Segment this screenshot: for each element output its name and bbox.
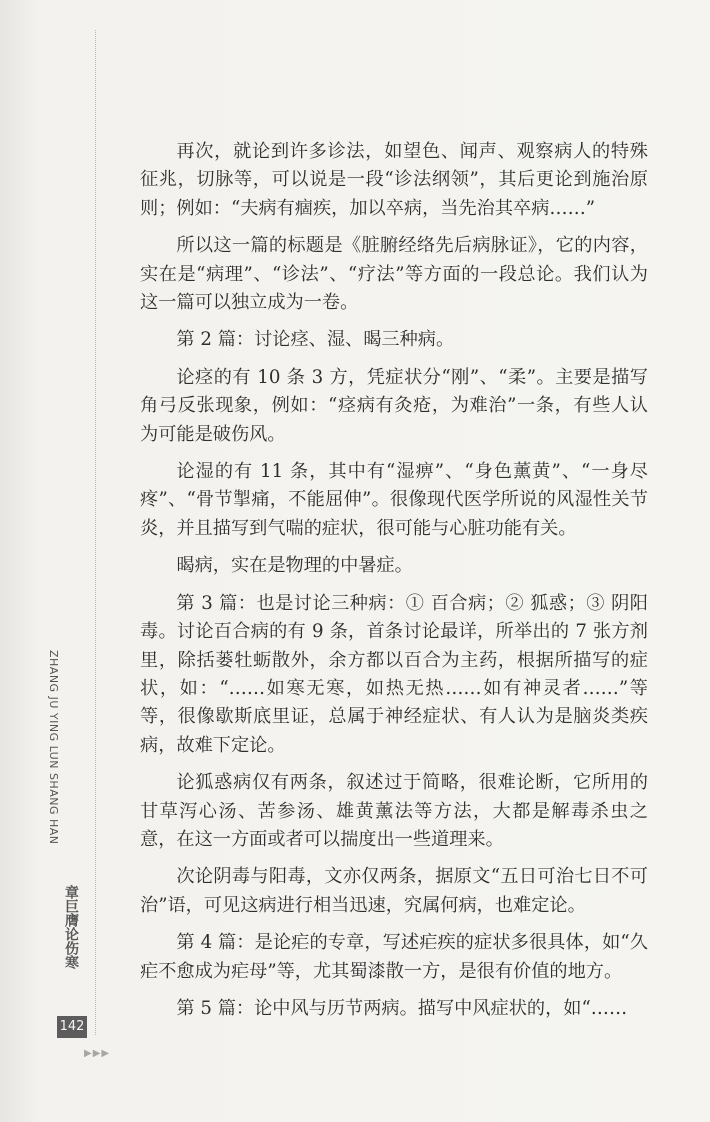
arrow-icon: ▶▶▶ [84, 1048, 111, 1059]
paragraph: 第 5 篇：论中风与历节两病。描写中风症状的，如“…… [176, 997, 628, 1019]
paragraph: 第 4 篇：是论疟的专章，写述疟疾的症状多很具体，如“久疟不愈成为疟母”等，尤其蜀漆散一方，是很有价值的地方。 [140, 932, 648, 982]
paragraph: 第 3 篇：也是讨论三种病：① 百合病；② 狐惑；③ 阴阳毒。讨论百合病的有 9 条，首条讨论最详，所举出的 7 张方剂里，除括蒌牡蛎散外，余方都以百合为主药，根据所描写的症状，如：“……如寒无寒，如热无热……如有神灵者……”等等，很像歇斯底里证，总属于神经症状、有人认为是脑炎类疾病，故难下定论。 [140, 592, 648, 756]
paragraph: 论狐惑病仅有两条，叙述过于简略，很难论断，它所用的甘草泻心汤、苦参汤、雄黄薰法等方法，大都是解毒杀虫之意，在这一方面或者可以揣度出一些道理来。 [140, 772, 648, 850]
paragraph: 次论阴毒与阳毒，文亦仅两条，据原文“五日可治七日不可治”语，可见这病进行相当迅速，究属何病，也难定论。 [140, 866, 648, 916]
paragraph: 再次，就论到许多诊法，如望色、闻声、观察病人的特殊征兆，切脉等，可以说是一段“诊法纲领”，其后更论到施治原则；例如：“夫病有痼疾，加以卒病，当先治其卒病……” [140, 141, 648, 219]
paragraph: 论痉的有 10 条 3 方，凭症状分“刚”、“柔”。主要是描写角弓反张现象，例如：“痉病有灸疮，为难治”一条，有些人认为可能是破伤风。 [140, 366, 648, 445]
paragraph: 论湿的有 11 条，其中有“湿痹”、“身色薰黄”、“一身尽疼”、“骨节掣痛，不能屈伸”。很像现代医学所说的风湿性关节炎，并且描写到气喘的症状，很可能与心脏功能有关。 [140, 461, 648, 539]
margin-rule [95, 30, 96, 1035]
paragraph: 第 2 篇：讨论痉、湿、暍三种病。 [176, 329, 455, 351]
paragraph: 所以这一篇的标题是《脏腑经络先后病脉证》，它的内容，实在是“病理”、“诊法”、“疗法”等方面的一段总论。我们认为这一篇可以独立成为一卷。 [140, 235, 648, 314]
running-title-chinese: 章巨膺论伤寒 [63, 885, 79, 969]
page-number: 142 [57, 1016, 87, 1038]
body-text [140, 138, 648, 1032]
running-title-pinyin: ZHANG JU YING LUN SHANG HAN [47, 650, 60, 845]
paragraph: 暍病，实在是物理的中暑症。 [176, 555, 413, 577]
